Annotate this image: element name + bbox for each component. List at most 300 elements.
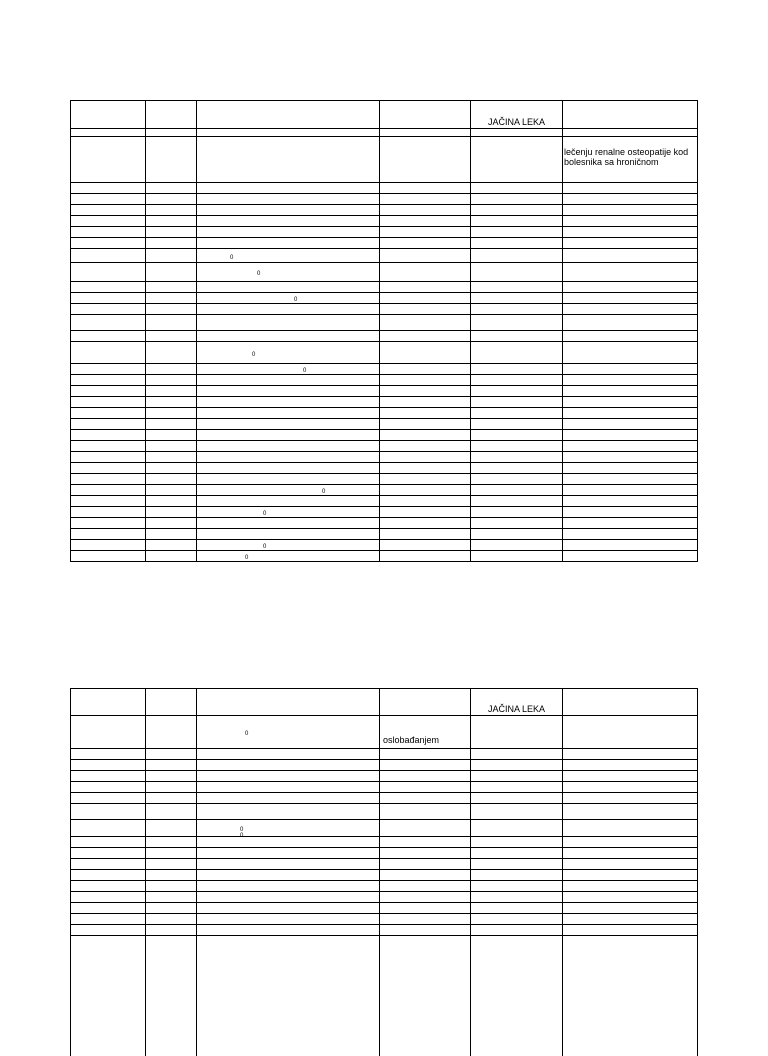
table-cell [563, 452, 698, 463]
table-cell [563, 129, 698, 137]
table-cell [563, 771, 698, 782]
table-cell [471, 793, 563, 804]
table-cell [471, 771, 563, 782]
table-cell [563, 249, 698, 263]
table-cell [471, 848, 563, 859]
table-cell [71, 793, 146, 804]
table-cell [563, 793, 698, 804]
table-cell [380, 793, 471, 804]
table-row [71, 771, 698, 782]
table-cell [71, 137, 146, 183]
table-cell [563, 689, 698, 716]
table-cell [197, 183, 380, 194]
table-cell [380, 183, 471, 194]
table-cell [146, 397, 197, 408]
table-cell [146, 452, 197, 463]
table-cell [380, 441, 471, 452]
table-row [71, 837, 698, 848]
table-cell [146, 137, 197, 183]
table-cell [146, 227, 197, 238]
table-cell [146, 936, 197, 1056]
table-cell [197, 331, 380, 342]
table-cell [380, 496, 471, 507]
table-cell [471, 463, 563, 474]
table-row [71, 925, 698, 936]
table-cell [380, 507, 471, 518]
table-row [71, 848, 698, 859]
table-row [71, 749, 698, 760]
table-cell [146, 441, 197, 452]
table-cell [380, 293, 471, 304]
table-cell [71, 540, 146, 551]
table-cell [71, 925, 146, 936]
table-cell [146, 129, 197, 137]
table-cell [471, 263, 563, 282]
table-cell [563, 183, 698, 194]
table-cell [380, 263, 471, 282]
table-cell [471, 804, 563, 820]
table-cell [380, 782, 471, 793]
table-cell [197, 474, 380, 485]
table-row [71, 496, 698, 507]
table-cell [146, 837, 197, 848]
table-row [71, 914, 698, 925]
table-cell [197, 282, 380, 293]
table-cell [563, 205, 698, 216]
table-row [71, 364, 698, 375]
table-cell [471, 408, 563, 419]
table-cell [380, 771, 471, 782]
table-cell [71, 331, 146, 342]
table-cell [146, 820, 197, 837]
table-cell [71, 282, 146, 293]
table-cell [563, 419, 698, 430]
table-cell [146, 771, 197, 782]
table-cell [146, 342, 197, 364]
table-cell [146, 760, 197, 771]
table-cell [197, 914, 380, 925]
table-cell [197, 129, 380, 137]
table-cell [471, 716, 563, 749]
table-cell [197, 936, 380, 1056]
table-cell [146, 881, 197, 892]
table-cell [380, 881, 471, 892]
table-cell [146, 485, 197, 496]
table-cell [197, 137, 380, 183]
table-cell [71, 315, 146, 331]
table-row [71, 227, 698, 238]
table-cell [146, 551, 197, 562]
degree-mark: 0 [252, 351, 256, 358]
table-cell [380, 870, 471, 881]
table-cell [563, 397, 698, 408]
table-cell [471, 216, 563, 227]
release-form-text: oslobađanjem [383, 735, 440, 745]
table-cell [380, 205, 471, 216]
table-row [71, 249, 698, 263]
table-cell [471, 441, 563, 452]
table-cell [71, 183, 146, 194]
table-cell [563, 216, 698, 227]
table-cell [380, 375, 471, 386]
table-cell [197, 441, 380, 452]
table-cell [71, 903, 146, 914]
table-cell [563, 837, 698, 848]
table-row [71, 430, 698, 441]
table-cell [380, 419, 471, 430]
table-cell [197, 194, 380, 205]
drug-table-2 [70, 688, 698, 1056]
table-cell [71, 364, 146, 375]
table-cell [146, 925, 197, 936]
table-cell [471, 183, 563, 194]
table-cell [71, 293, 146, 304]
table-row [71, 507, 698, 518]
table-row [71, 804, 698, 820]
table-cell [563, 870, 698, 881]
table-cell [146, 870, 197, 881]
table-cell [563, 485, 698, 496]
table-cell [471, 375, 563, 386]
degree-mark: 0 [263, 544, 267, 550]
table-cell [471, 903, 563, 914]
table-cell [71, 782, 146, 793]
table-cell [563, 194, 698, 205]
table-cell [563, 529, 698, 540]
table-cell [380, 892, 471, 903]
table-cell [471, 540, 563, 551]
table-cell [471, 892, 563, 903]
table-cell [146, 282, 197, 293]
table-cell [71, 216, 146, 227]
table-row [71, 194, 698, 205]
table-cell [471, 551, 563, 562]
table-cell [563, 463, 698, 474]
table-cell [71, 263, 146, 282]
table-cell [71, 716, 146, 749]
table-cell [197, 848, 380, 859]
table-cell [563, 892, 698, 903]
table-cell [197, 870, 380, 881]
table-row [71, 375, 698, 386]
table-cell [71, 419, 146, 430]
table-cell [71, 408, 146, 419]
table-cell [380, 551, 471, 562]
table-cell [197, 540, 380, 551]
table-cell [197, 452, 380, 463]
table-cell [471, 529, 563, 540]
table-cell [471, 760, 563, 771]
table-cell [380, 331, 471, 342]
table-cell [197, 249, 380, 263]
table-cell [380, 315, 471, 331]
table-cell [563, 859, 698, 870]
table-row [71, 282, 698, 293]
table-cell [197, 760, 380, 771]
table-cell [146, 183, 197, 194]
table-cell [471, 293, 563, 304]
table-cell [146, 419, 197, 430]
table-row [71, 183, 698, 194]
column-header-drug-strength: JAČINA LEKA [487, 704, 546, 714]
table-cell [563, 474, 698, 485]
table-row [71, 551, 698, 562]
table-cell [146, 914, 197, 925]
table-cell [146, 782, 197, 793]
table-cell [71, 485, 146, 496]
table-cell [197, 903, 380, 914]
table-cell [380, 282, 471, 293]
table-row [71, 474, 698, 485]
table-cell [71, 452, 146, 463]
table-cell [197, 101, 380, 129]
table-cell [380, 716, 471, 749]
table-row [71, 452, 698, 463]
table-cell [146, 331, 197, 342]
table-cell [197, 386, 380, 397]
table-cell [146, 263, 197, 282]
table-cell [471, 749, 563, 760]
table-cell [71, 507, 146, 518]
table-cell [563, 903, 698, 914]
table-row [71, 716, 698, 749]
table-cell [471, 936, 563, 1056]
table-cell [71, 238, 146, 249]
table-cell [380, 760, 471, 771]
table-cell [471, 914, 563, 925]
table-cell [563, 238, 698, 249]
table-cell [380, 463, 471, 474]
degree-mark: 0 [240, 827, 244, 833]
table-cell [380, 129, 471, 137]
column-header-drug-strength: JAČINA LEKA [487, 116, 546, 127]
table-cell [563, 315, 698, 331]
table-cell [71, 689, 146, 716]
table-cell [380, 397, 471, 408]
table-cell [71, 914, 146, 925]
degree-mark: 0 [257, 271, 261, 277]
table-row [71, 463, 698, 474]
table-cell [380, 364, 471, 375]
table-cell [563, 914, 698, 925]
table-cell [146, 749, 197, 760]
table-row [71, 101, 698, 129]
table-cell [146, 540, 197, 551]
table-cell [563, 293, 698, 304]
table-cell [146, 364, 197, 375]
table-cell [471, 689, 563, 716]
table-row [71, 689, 698, 716]
table-cell [471, 859, 563, 870]
degree-mark: 0 [294, 297, 298, 303]
table-cell [71, 375, 146, 386]
table-cell [197, 551, 380, 562]
table-cell [146, 205, 197, 216]
table-row [71, 397, 698, 408]
table-cell [71, 749, 146, 760]
table-cell [71, 518, 146, 529]
table-cell [146, 386, 197, 397]
table-cell [146, 793, 197, 804]
table-row [71, 137, 698, 183]
table-cell [563, 137, 698, 183]
table-cell [563, 881, 698, 892]
table-cell [471, 304, 563, 315]
table-cell [471, 518, 563, 529]
table-cell [197, 507, 380, 518]
table-cell [197, 315, 380, 331]
table-cell [563, 342, 698, 364]
table-cell [471, 249, 563, 263]
table-cell [380, 386, 471, 397]
table-cell [471, 101, 563, 129]
table-row [71, 331, 698, 342]
degree-mark: 0 [322, 489, 326, 495]
table-cell [71, 837, 146, 848]
table-cell [380, 452, 471, 463]
table-cell [380, 689, 471, 716]
table-cell [197, 716, 380, 749]
table-row [71, 419, 698, 430]
table-cell [197, 892, 380, 903]
table-cell [380, 804, 471, 820]
table-cell [471, 342, 563, 364]
table-cell [380, 837, 471, 848]
table-cell [71, 881, 146, 892]
table-row [71, 760, 698, 771]
table-cell [71, 129, 146, 137]
table-cell [471, 227, 563, 238]
table-cell [197, 689, 380, 716]
table-cell [197, 430, 380, 441]
table-cell [563, 936, 698, 1056]
table-cell [71, 529, 146, 540]
table-cell [146, 430, 197, 441]
table-cell [563, 408, 698, 419]
table-cell [146, 529, 197, 540]
table-cell [146, 238, 197, 249]
table-cell [197, 793, 380, 804]
table-cell [563, 518, 698, 529]
degree-mark: 0 [303, 368, 307, 374]
table-cell [197, 304, 380, 315]
table-cell [380, 925, 471, 936]
table-cell [197, 463, 380, 474]
table-cell [471, 205, 563, 216]
table-cell [380, 137, 471, 183]
drug-table-1 [70, 100, 698, 562]
table-cell [471, 419, 563, 430]
table-cell [197, 419, 380, 430]
table-cell [71, 551, 146, 562]
table-row [71, 782, 698, 793]
table-cell [380, 518, 471, 529]
table-cell [197, 397, 380, 408]
table-row [71, 859, 698, 870]
table-cell [563, 540, 698, 551]
table-cell [380, 194, 471, 205]
table-row [71, 793, 698, 804]
table-cell [563, 716, 698, 749]
indication-note: lečenju renalne osteopatije kod bolesnika sa hroničnom [564, 147, 689, 167]
table-cell [146, 848, 197, 859]
table-cell [471, 129, 563, 137]
table-cell [471, 194, 563, 205]
table-cell [197, 859, 380, 870]
table-cell [380, 914, 471, 925]
table-cell [71, 804, 146, 820]
table-cell [197, 485, 380, 496]
table-cell [380, 848, 471, 859]
table-cell [71, 194, 146, 205]
table-cell [471, 238, 563, 249]
table-cell [380, 342, 471, 364]
table-cell [380, 474, 471, 485]
table-cell [197, 782, 380, 793]
table-cell [197, 925, 380, 936]
table-cell [197, 263, 380, 282]
table-cell [71, 892, 146, 903]
table-cell [471, 485, 563, 496]
table-cell [146, 518, 197, 529]
table-row [71, 238, 698, 249]
table-cell [471, 925, 563, 936]
table-cell [146, 375, 197, 386]
table-cell [197, 227, 380, 238]
table-cell [471, 820, 563, 837]
table-cell [563, 551, 698, 562]
table-cell [563, 304, 698, 315]
table-cell [563, 804, 698, 820]
table-cell [146, 463, 197, 474]
table-cell [197, 342, 380, 364]
table-cell [563, 760, 698, 771]
table-cell [71, 386, 146, 397]
table-cell [563, 430, 698, 441]
table-cell [197, 293, 380, 304]
table-row [71, 892, 698, 903]
degree-mark: 0 [263, 511, 267, 517]
table-cell [197, 833, 380, 848]
table-row [71, 903, 698, 914]
table-cell [471, 881, 563, 892]
table-cell [380, 749, 471, 760]
table-cell [563, 749, 698, 760]
table-cell [71, 101, 146, 129]
table-cell [146, 507, 197, 518]
table-cell [197, 820, 380, 837]
table-cell [471, 137, 563, 183]
table-row [71, 870, 698, 881]
table-cell [380, 101, 471, 129]
table-cell [471, 331, 563, 342]
table-cell [197, 205, 380, 216]
table-cell [146, 859, 197, 870]
table-cell [380, 304, 471, 315]
table-row [71, 263, 698, 282]
table-cell [471, 474, 563, 485]
table-cell [380, 936, 471, 1056]
table-cell [146, 249, 197, 263]
table-row [71, 540, 698, 551]
table-row [71, 881, 698, 892]
table-cell [380, 249, 471, 263]
table-row [71, 386, 698, 397]
table-row [71, 408, 698, 419]
table-cell [471, 496, 563, 507]
table-cell [146, 804, 197, 820]
table-cell [146, 315, 197, 331]
